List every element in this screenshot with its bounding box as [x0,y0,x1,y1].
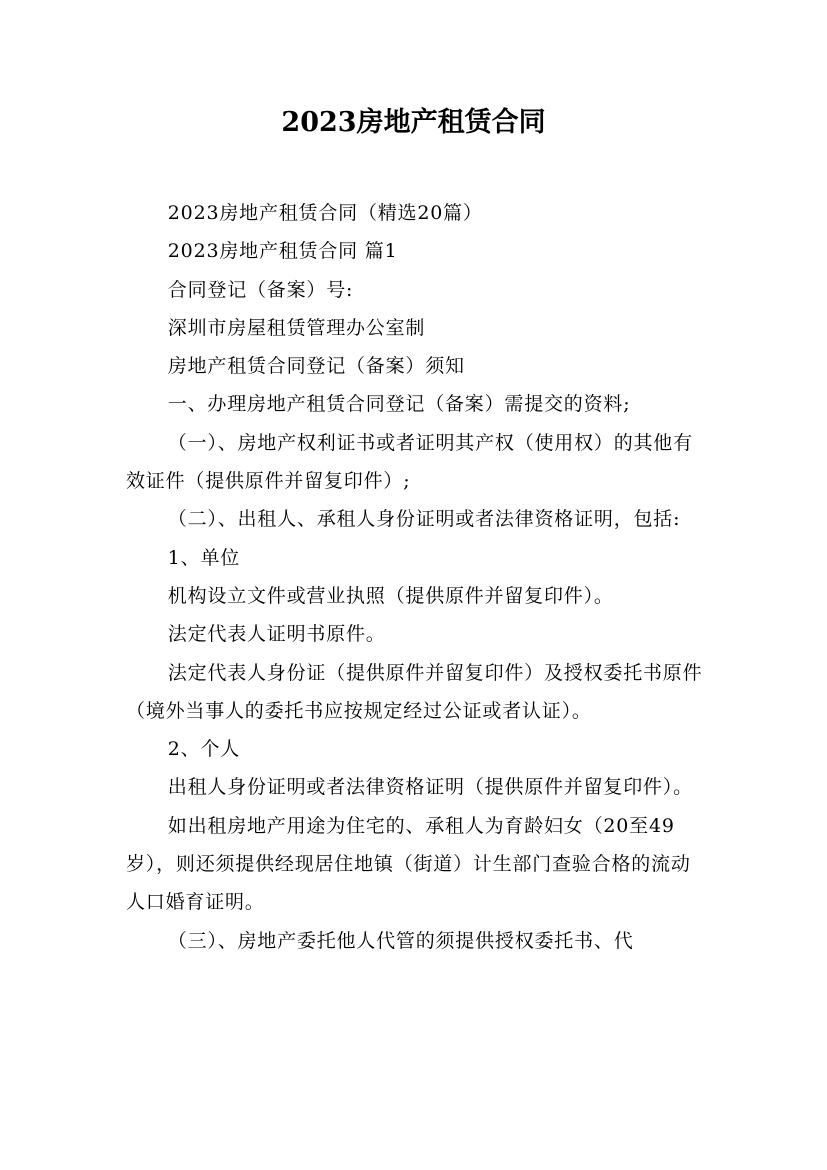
paragraph: 1、单位 [167,546,241,569]
paragraph: （一）、房地产权利证书或者证明其产权（使用权）的其他有效证件（提供原件并留复印件）; [126,431,693,493]
paragraph: 出租人身份证明或者法律资格证明（提供原件并留复印件）。 [167,776,693,799]
document-body [126,194,706,960]
paragraph: 深圳市房屋租赁管理办公室制 [167,316,426,339]
paragraph: （二）、出租人、承租人身份证明或者法律资格证明，包括: [167,508,681,531]
document-title: 2023房地产租赁合同 [281,107,546,138]
paragraph: 如出租房地产用途为住宅的、承租人为育龄妇女（20至49岁），则还须提供经现居住地镇（街道）计生部门查验合格的流动人口婚育证明。 [126,814,691,914]
paragraph: 法定代表人证明书原件。 [167,623,386,646]
paragraph: 一、办理房地产租赁合同登记（备案）需提交的资料; [167,393,631,416]
paragraph: 法定代表人身份证（提供原件并留复印件）及授权委托书原件（境外当事人的委托书应按规定经过公证或者认证）。 [126,661,703,722]
paragraph: （三）、房地产委托他人代管的须提供授权委托书、代 [167,929,634,952]
paragraph: 房地产租赁合同登记（备案）须知 [167,355,465,378]
paragraph: 2023房地产租赁合同（精选20篇） [167,202,483,224]
paragraph: 2、个人 [167,738,241,761]
paragraph: 合同登记（备案）号: [167,278,354,301]
paragraph: 机构设立文件或营业执照（提供原件并留复印件）。 [167,584,614,607]
paragraph: 2023房地产租赁合同 篇1 [167,240,398,263]
